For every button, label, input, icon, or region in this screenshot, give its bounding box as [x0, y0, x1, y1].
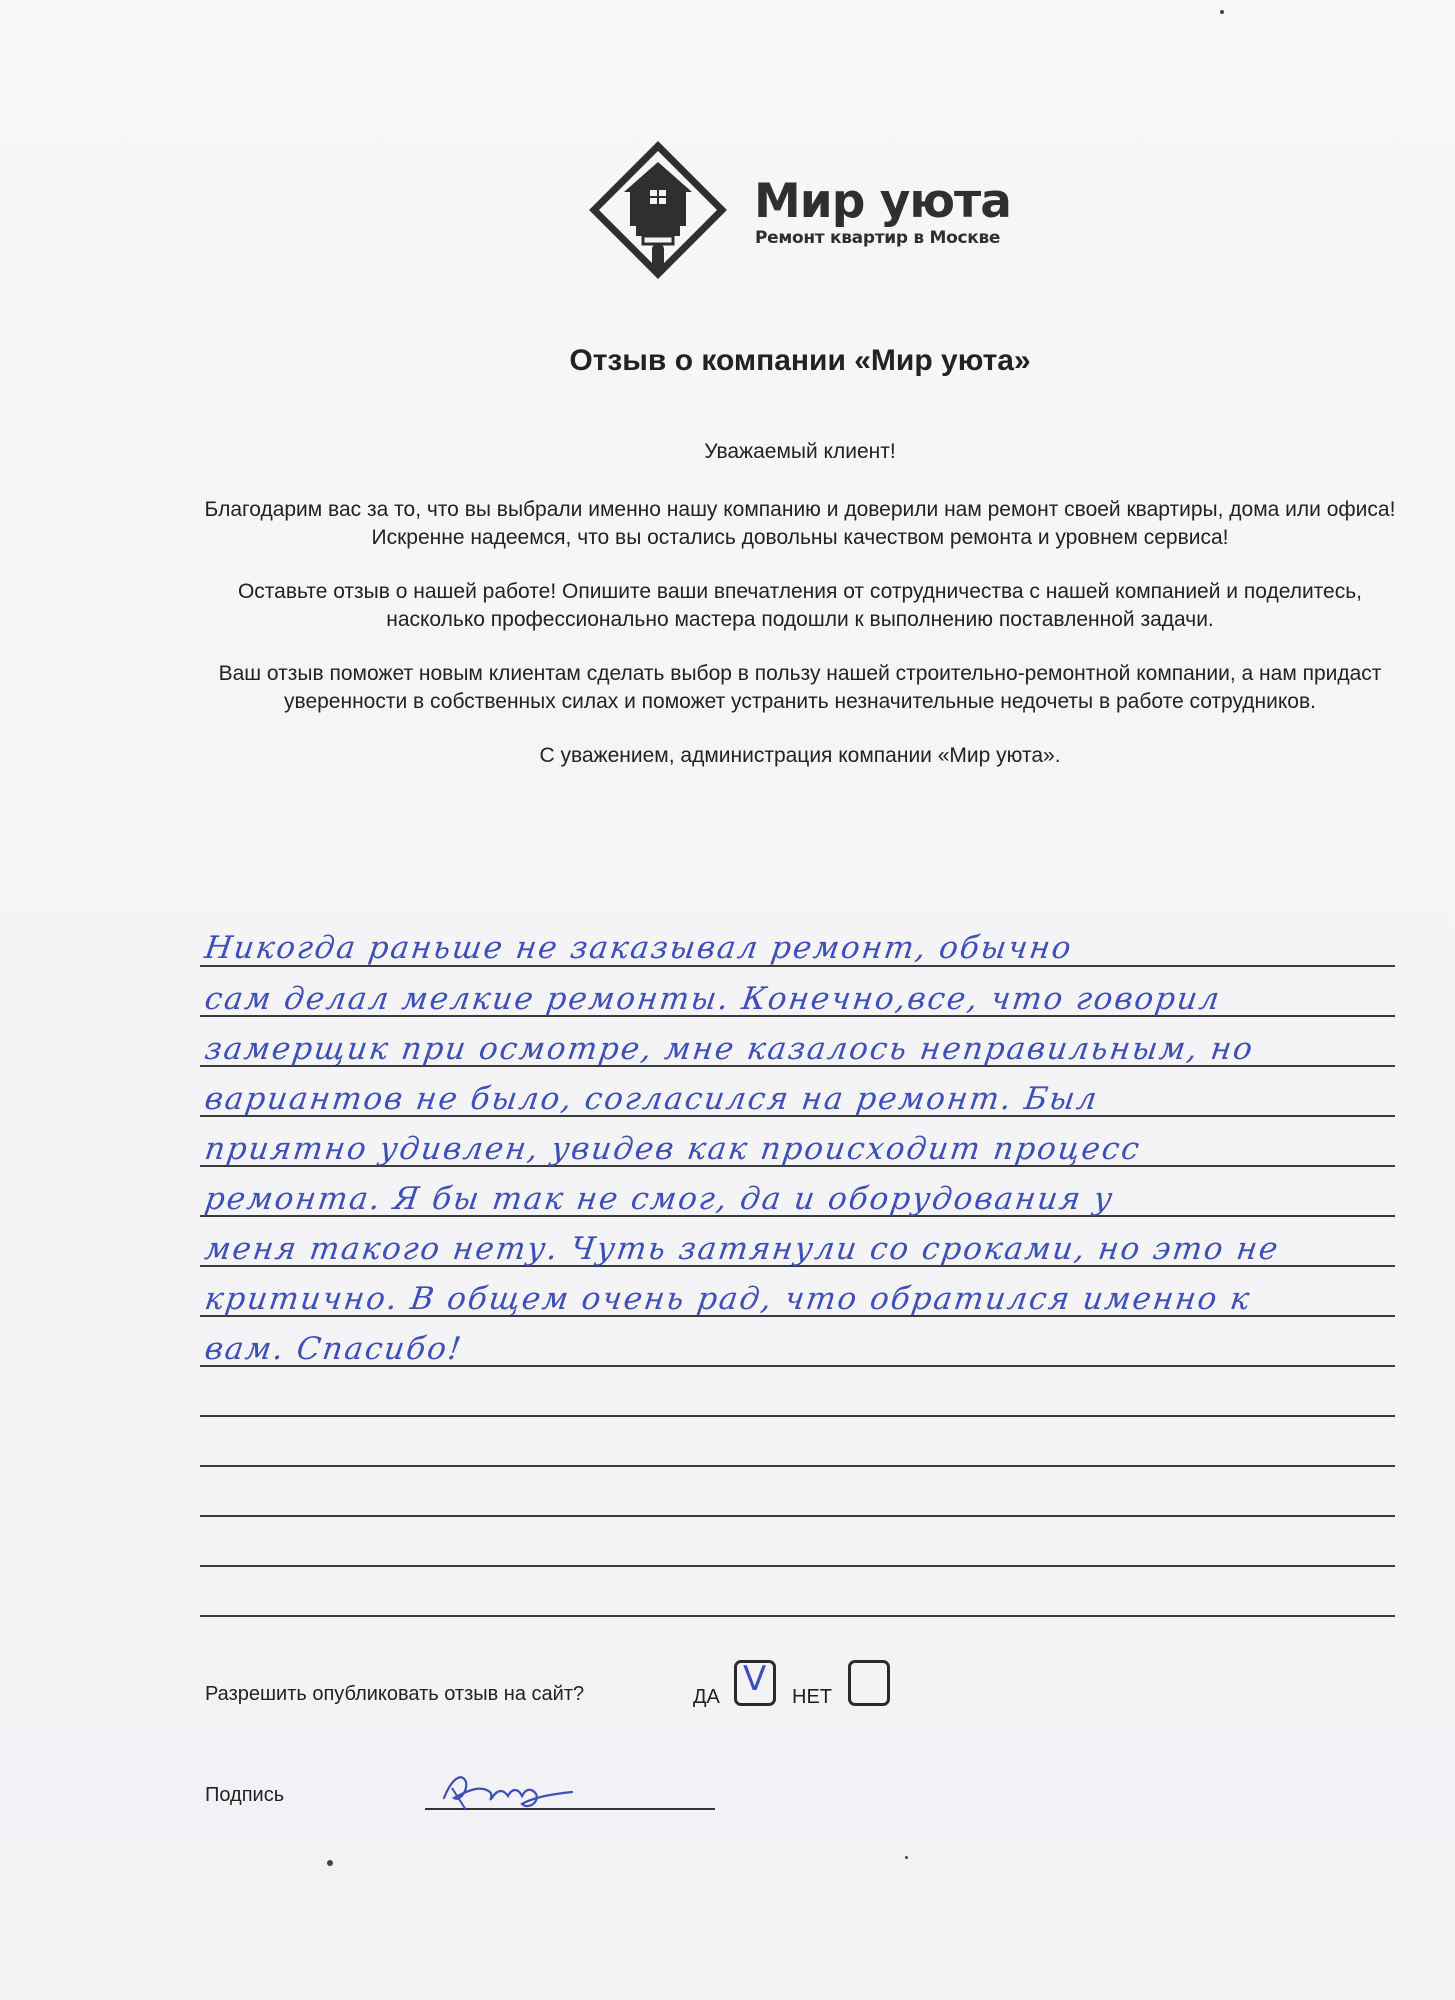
ruled-line — [200, 1515, 1395, 1517]
paper-speck — [905, 1856, 908, 1859]
review-ruled-area — [200, 920, 1395, 1630]
intro-text — [200, 438, 1400, 796]
handwritten-line: меня такого нету. Чуть затянули со сроками, но это не — [202, 1231, 1282, 1267]
paper-speck — [327, 1860, 333, 1866]
closing-line: С уважением, администрация компании «Мир уюта». — [539, 744, 1061, 767]
no-checkbox[interactable] — [848, 1660, 890, 1706]
intro-paragraph-1: Благодарим вас за то, что вы выбрали именно нашу компанию и доверили нам ремонт своей квартиры, дома или офиса! Искренне надеемся, что вы остались довольны качеством ремонта и уровнем сервиса! — [204, 498, 1396, 549]
ruled-line — [200, 1565, 1395, 1567]
handwritten-line: сам делал мелкие ремонты. Конечно,все, что говорил — [202, 981, 1224, 1017]
company-logo — [588, 140, 1011, 280]
handwritten-line: ремонта. Я бы так не смог, да и оборудования у — [202, 1181, 1117, 1217]
handwritten-line: вариантов не было, согласился на ремонт. Был — [202, 1081, 1101, 1117]
ruled-line — [200, 1465, 1395, 1467]
yes-checkbox[interactable] — [734, 1660, 776, 1706]
brand-name: Мир уюта — [754, 174, 1011, 229]
publish-question: Разрешить опубликовать отзыв на сайт? — [205, 1683, 585, 1705]
check-mark: V — [743, 1659, 767, 1699]
handwritten-signature-icon — [432, 1758, 582, 1818]
greeting: Уважаемый клиент! — [704, 440, 896, 463]
intro-paragraph-3: Ваш отзыв поможет новым клиентам сделать выбор в пользу нашей строительно-ремонтной компании, а нам придаст уверенности в собственных силах и поможет устранить незначительные недочеты в работе сотрудников. — [218, 662, 1382, 713]
yes-label: ДА — [693, 1686, 720, 1708]
brand-tagline: Ремонт квартир в Москве — [755, 228, 1001, 248]
handwritten-line: вам. Спасибо! — [202, 1331, 466, 1367]
page-title: Отзыв о компании «Мир уюта» — [569, 344, 1031, 377]
handwritten-line: критично. В общем очень рад, что обратился именно к — [202, 1281, 1254, 1317]
handwritten-line: приятно удивлен, увидев как происходит процесс — [202, 1131, 1144, 1167]
signature-label: Подпись — [205, 1784, 285, 1806]
paper-speck — [1220, 10, 1224, 14]
handwritten-line: замерщик при осмотре, мне казалось неправильным, но — [202, 1031, 1257, 1067]
house-brush-logo-icon — [588, 140, 728, 280]
intro-paragraph-2: Оставьте отзыв о нашей работе! Опишите ваши впечатления от сотрудничества с нашей компанией и поделитесь, насколько профессионально мастера подошли к выполнению поставленной задачи. — [237, 580, 1363, 631]
ruled-line — [200, 1615, 1395, 1617]
no-label: НЕТ — [792, 1686, 832, 1708]
handwritten-line: Никогда раньше не заказывал ремонт, обычно — [202, 930, 1076, 966]
ruled-line — [200, 1415, 1395, 1417]
